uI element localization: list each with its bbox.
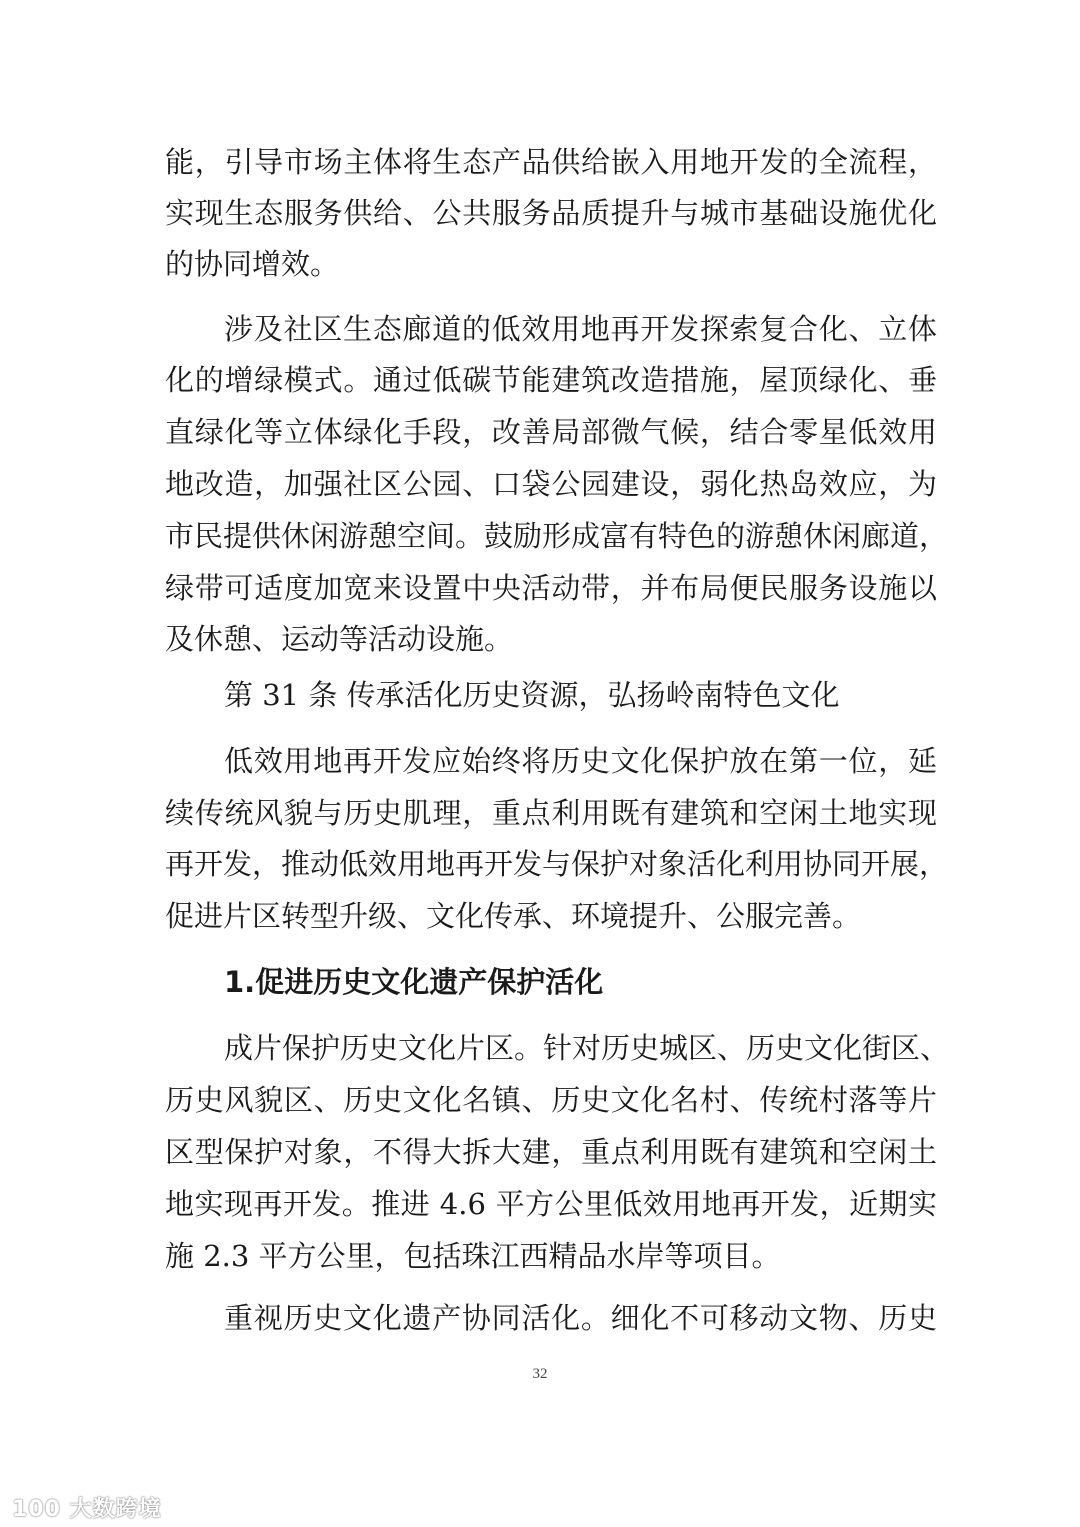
text-line: 区型保护对象，不得大拆大建，重点利用既有建筑和空闲土 — [165, 1135, 937, 1169]
text-line: 地改造，加强社区公园、口袋公园建设，弱化热岛效应，为 — [165, 467, 937, 501]
text-line: 重视历史文化遗产协同活化。细化不可移动文物、历史 — [224, 1301, 937, 1335]
text-line: 续传统风貌与历史肌理，重点利用既有建筑和空闲土地实现 — [165, 796, 937, 830]
text-line: 市民提供休闲游憩空间。鼓励形成富有特色的游憩休闲廊道， — [165, 519, 949, 553]
text-line: 及休憩、运动等活动设施。 — [165, 622, 514, 656]
text-line: 再开发，推动低效用地再开发与保护对象活化利用协同开展， — [165, 847, 949, 881]
text-line: 低效用地再开发应始终将历史文化保护放在第一位，延 — [224, 744, 937, 778]
watermark-text: 大数跨境 — [69, 1497, 162, 1522]
page-number: 32 — [532, 1366, 548, 1382]
text-line: 成片保护历史文化片区。针对历史城区、历史文化街区、 — [224, 1031, 950, 1065]
text-line: 化的增绿模式。通过低碳节能建筑改造措施，屋顶绿化、垂 — [165, 363, 937, 397]
text-line: 能，引导市场主体将生态产品供给嵌入用地开发的全流程， — [165, 145, 937, 179]
text-line: 地实现再开发。推进 4.6 平方公里低效用地再开发，近期实 — [165, 1187, 937, 1221]
article-heading: 第 31 条 传承活化历史资源，弘扬岭南特色文化 — [224, 678, 840, 712]
section-heading: 1.促进历史文化遗产保护活化 — [224, 965, 604, 999]
watermark-logo-icon: 100 — [12, 1497, 61, 1522]
text-line: 绿带可适度加宽来设置中央活动带，并布局便民服务设施以 — [165, 571, 937, 605]
watermark — [12, 1492, 162, 1523]
text-line: 直绿化等立体绿化手段，改善局部微气候，结合零星低效用 — [165, 415, 937, 449]
text-line: 的协同增效。 — [165, 247, 340, 281]
text-line: 促进片区转型升级、文化传承、环境提升、公服完善。 — [165, 899, 862, 933]
text-line: 实现生态服务供给、公共服务品质提升与城市基础设施优化 — [165, 196, 937, 230]
text-line: 施 2.3 平方公里，包括珠江西精品水岸等项目。 — [165, 1239, 781, 1273]
text-line: 历史风貌区、历史文化名镇、历史文化名村、传统村落等片 — [165, 1083, 937, 1117]
text-line: 涉及社区生态廊道的低效用地再开发探索复合化、立体 — [224, 312, 937, 346]
